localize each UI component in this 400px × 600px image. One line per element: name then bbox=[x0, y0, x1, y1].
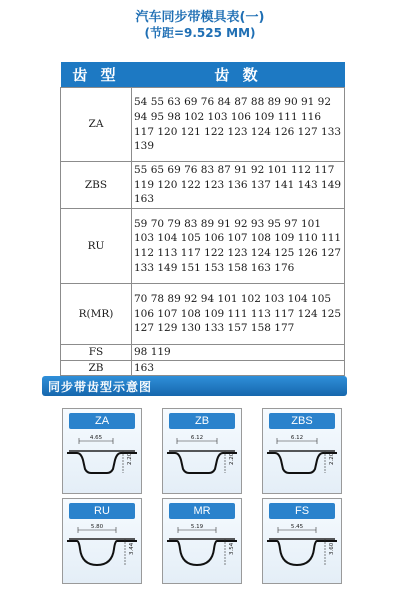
tooth-profile-diagram bbox=[263, 519, 341, 581]
table-row bbox=[61, 162, 345, 209]
row-teeth: 98 119 bbox=[132, 345, 345, 361]
row-type: ZB bbox=[61, 360, 132, 376]
tooth-profile-diagram bbox=[63, 519, 141, 581]
row-teeth: 163 bbox=[132, 360, 345, 376]
width-dim: 5.45 bbox=[290, 524, 304, 530]
height-dim: 3.60 bbox=[329, 542, 335, 555]
row-teeth: 55 65 69 76 83 87 91 92 101 112 117 119 120 122 123 136 137 141 143 149 163 bbox=[132, 162, 345, 209]
row-type: R(MR) bbox=[61, 284, 132, 345]
tooth-profile-diagram bbox=[163, 429, 241, 491]
row-type: FS bbox=[61, 345, 132, 361]
col-header-teeth: 齿 数 bbox=[132, 62, 345, 88]
page-subtitle: (节距=9.525 MM) bbox=[144, 26, 256, 40]
row-type: ZBS bbox=[61, 162, 132, 209]
col-header-type: 齿 型 bbox=[61, 62, 132, 88]
tooth-profile-diagram bbox=[63, 429, 141, 491]
table-header-row bbox=[61, 62, 345, 88]
width-dim: 6.12 bbox=[290, 435, 304, 441]
profile-label: ZBS bbox=[269, 413, 335, 429]
row-type: RU bbox=[61, 209, 132, 284]
section-banner bbox=[42, 376, 347, 396]
tooth-profile-diagram bbox=[163, 519, 241, 581]
height-dim: 3.54 bbox=[229, 542, 235, 555]
profile-card-mr bbox=[162, 498, 242, 584]
table-row bbox=[61, 345, 345, 361]
height-dim: 2.20 bbox=[127, 452, 133, 465]
row-type: ZA bbox=[61, 88, 132, 162]
profile-card-zbs bbox=[262, 408, 342, 494]
section-title: 同步带齿型示意图 bbox=[48, 380, 153, 394]
row-teeth: 70 78 89 92 94 101 102 103 104 105 106 107 108 109 111 113 117 124 125 127 129 130 133 157 158 177 bbox=[132, 284, 345, 345]
height-dim: 2.20 bbox=[329, 452, 335, 465]
height-dim: 3.44 bbox=[129, 542, 135, 555]
table-row bbox=[61, 360, 345, 376]
profile-card-fs bbox=[262, 498, 342, 584]
table-row bbox=[61, 88, 345, 162]
width-dim: 6.12 bbox=[190, 435, 204, 441]
page-title: 汽车同步带模具表(一) bbox=[135, 10, 265, 25]
profile-card-zb bbox=[162, 408, 242, 494]
width-dim: 5.80 bbox=[90, 524, 104, 530]
profile-card-ru bbox=[62, 498, 142, 584]
profile-label: FS bbox=[269, 503, 335, 519]
row-teeth: 59 70 79 83 89 91 92 93 95 97 101 103 104 105 106 107 108 109 110 111 112 113 117 122 123 124 125 126 127 133 149 151 153 158 163 176 bbox=[132, 209, 345, 284]
table-row bbox=[61, 284, 345, 345]
tooth-profile-diagram bbox=[263, 429, 341, 491]
height-dim: 2.20 bbox=[229, 452, 235, 465]
teeth-table bbox=[60, 62, 345, 376]
profile-label: ZB bbox=[169, 413, 235, 429]
width-dim: 4.65 bbox=[89, 435, 103, 441]
profile-label: ZA bbox=[69, 413, 135, 429]
row-teeth: 54 55 63 69 76 84 87 88 89 90 91 92 94 95 98 102 103 106 109 111 116 117 120 121 122 123 124 126 127 133 139 bbox=[132, 88, 345, 162]
profile-label: RU bbox=[69, 503, 135, 519]
table-row bbox=[61, 209, 345, 284]
width-dim: 5.19 bbox=[190, 524, 204, 530]
profile-card-za bbox=[62, 408, 142, 494]
profile-label: MR bbox=[169, 503, 235, 519]
